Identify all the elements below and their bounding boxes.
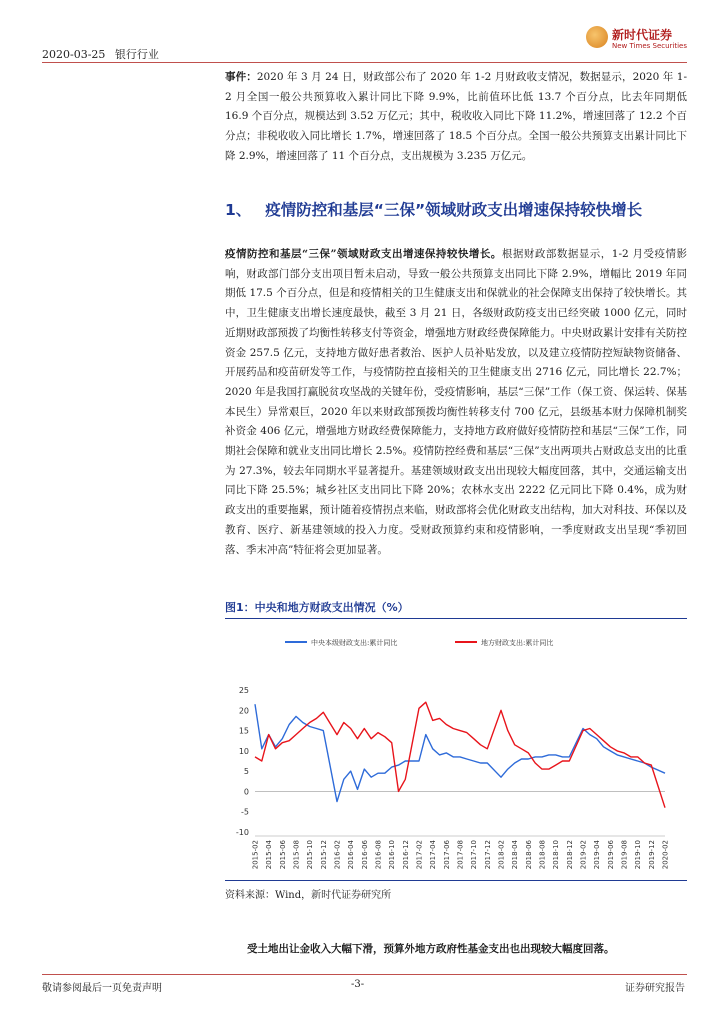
figure-source: 资料来源：Wind，新时代证券研究所	[225, 890, 392, 901]
x-tick-label: 2019-06	[606, 840, 615, 870]
x-tick-label: 2015-12	[319, 840, 328, 870]
y-tick-label: 10	[238, 746, 249, 756]
x-tick-label: 2018-12	[565, 840, 574, 870]
figure-label: 图1：	[225, 601, 255, 614]
x-tick-label: 2016-02	[333, 840, 342, 870]
report-date: 2020-03-25	[42, 48, 106, 61]
x-tick-label: 2016-06	[360, 840, 369, 870]
x-tick-label: 2016-12	[401, 840, 410, 870]
figure-caption	[225, 599, 409, 615]
report-header	[42, 46, 165, 62]
legend-label: 地方财政支出:累计同比	[481, 639, 554, 647]
y-tick-label: 25	[238, 686, 249, 695]
section-heading	[225, 198, 695, 220]
footer-report-type: 证券研究报告	[625, 983, 685, 994]
x-tick-label: 2017-02	[415, 840, 424, 870]
summary-sentence: 受土地出让金收入大幅下滑，预算外地方政府性基金支出也出现较大幅度回落。	[247, 943, 615, 955]
logo-mark-icon	[586, 26, 608, 48]
series-local-line	[255, 702, 665, 808]
footer-divider	[42, 974, 687, 975]
event-label: 事件：	[225, 71, 257, 83]
x-tick-label: 2015-02	[251, 840, 260, 870]
x-tick-label: 2019-02	[579, 840, 588, 870]
x-tick-label: 2019-10	[634, 840, 643, 870]
x-tick-label: 2016-10	[388, 840, 397, 870]
x-tick-label: 2015-10	[306, 840, 315, 870]
x-tick-label: 2018-02	[497, 840, 506, 870]
section-title-text: 疫情防控和基层“三保”领域财政支出增速保持较快增长	[265, 201, 643, 219]
y-tick-label: 20	[238, 706, 249, 716]
y-tick-label: -10	[235, 828, 249, 837]
fiscal-expenditure-line-chart	[225, 622, 687, 878]
x-tick-label: 2017-08	[456, 840, 465, 870]
x-tick-label: 2015-08	[292, 840, 301, 870]
company-logo	[586, 26, 686, 56]
footer-disclaimer: 敬请参阅最后一页免责声明	[42, 983, 162, 994]
header-divider	[42, 62, 687, 63]
y-tick-label: -5	[241, 807, 249, 817]
event-text: 2020 年 3 月 24 日，财政部公布了 2020 年 1-2 月财政收支情况，数据显示，2020 年 1-2 月全国一般公共预算收入累计同比下降 9.9%，比前值环比低 13.7 个百分点，比去年同期低 16.9 个百分点，规模达到 3.52 万亿元；其中，税收收入同比下降 11.2%，增速回落了 12.2 个百分点；非税收收入同比增长 1.7%，增速回落了 18.5 个百分点。全国一般公共预算支出累计同比下降 2.9%，增速回落了 11 个百分点，支出规模为 3.235 万亿元。	[225, 71, 688, 162]
x-tick-label: 2017-10	[470, 840, 479, 870]
x-tick-label: 2020-02	[661, 840, 670, 870]
x-tick-label: 2019-04	[593, 840, 602, 870]
x-tick-label: 2017-06	[442, 840, 451, 870]
x-tick-label: 2018-08	[538, 840, 547, 870]
x-tick-label: 2018-10	[552, 840, 561, 870]
report-industry: 银行行业	[114, 48, 159, 61]
event-paragraph	[225, 68, 687, 167]
x-tick-label: 2017-12	[483, 840, 492, 870]
figure-title: 中央和地方财政支出情况（%）	[254, 601, 409, 614]
logo-name-en: New Times Securities	[612, 42, 687, 50]
y-tick-label: 5	[243, 767, 249, 777]
body-paragraph	[225, 245, 687, 560]
y-tick-label: 15	[238, 726, 249, 736]
x-tick-label: 2016-08	[374, 840, 383, 870]
x-tick-label: 2017-04	[429, 840, 438, 870]
x-tick-label: 2018-04	[511, 840, 520, 870]
x-tick-label: 2019-08	[620, 840, 629, 870]
figure-bottom-rule	[225, 880, 687, 881]
y-tick-label: 0	[243, 787, 249, 797]
x-tick-label: 2019-12	[647, 840, 656, 870]
logo-name-cn: 新时代证券	[612, 28, 673, 42]
x-tick-label: 2015-06	[278, 840, 287, 870]
x-tick-label: 2015-04	[265, 840, 274, 870]
section-number: 1、	[225, 201, 252, 219]
legend-label: 中央本级财政支出:累计同比	[311, 639, 398, 647]
body-lead-sentence: 疫情防控和基层“三保”领域财政支出增速保持较快增长。	[225, 248, 502, 260]
figure-top-rule	[225, 618, 687, 619]
body-text: 根据财政部数据显示，1-2 月受疫情影响，财政部门部分支出项目暂未启动，导致一般公共预算支出同比下降 2.9%，增幅比 2019 年同期低 17.5 个百分点，但是和疫情相关的卫生健康支出和保就业的社会保障支出保持了较快增长。其中，卫生健康支出增长速度最快，截至 3 月 21 日，各级财政防疫支出已经突破 1000 亿元，同时近期财政部预拨了均衡性转移支付等资金，增强地方财政经费保障能力。中央财政累计安排有关防控资金 257.5 亿元，支持地方做好患者救治、医护人员补贴发放，以及建立疫情防控短缺物资储备、开展药品和疫苗研发等工作，与疫情防控直接相关的卫生健康支出 2716 亿元，同比增长 22.7%；2020 年是我国打赢脱贫攻坚战的关键年份，受疫情影响，基层“三保”工作（保工资、保运转、保基本民生）异常艰巨，2020 年以来财政部预拨均衡性转移支付 700 亿元，县级基本财力保障机制奖补资金 406 亿元，增强地方财政经费保障能力，支持地方政府做好疫情防控和基层“三保”工作，同期社会保障和就业支出同比增长 2.5%。疫情防控经费和基层“三保”支出两项共占财政总支出的比重为 27.3%，较去年同期水平显著提升。基建领域财政支出出现较大幅度回落，其中，交通运输支出同比下降 25.5%；城乡社区支出同比下降 20%；农林水支出 2222 亿元同比下降 0.4%，成为财政支出的重要拖累，预计随着疫情拐点来临，财政部将会优化财政支出结构，加大对科技、环保以及教育、医疗、新基建领域的投入力度。受财政预算约束和疫情影响，一季度财政支出呈现“季初回落、季末冲高”特征将会更加显著。	[225, 248, 688, 556]
x-tick-label: 2018-06	[524, 840, 533, 870]
page-number: -3-	[351, 979, 365, 990]
x-tick-label: 2016-04	[347, 840, 356, 870]
